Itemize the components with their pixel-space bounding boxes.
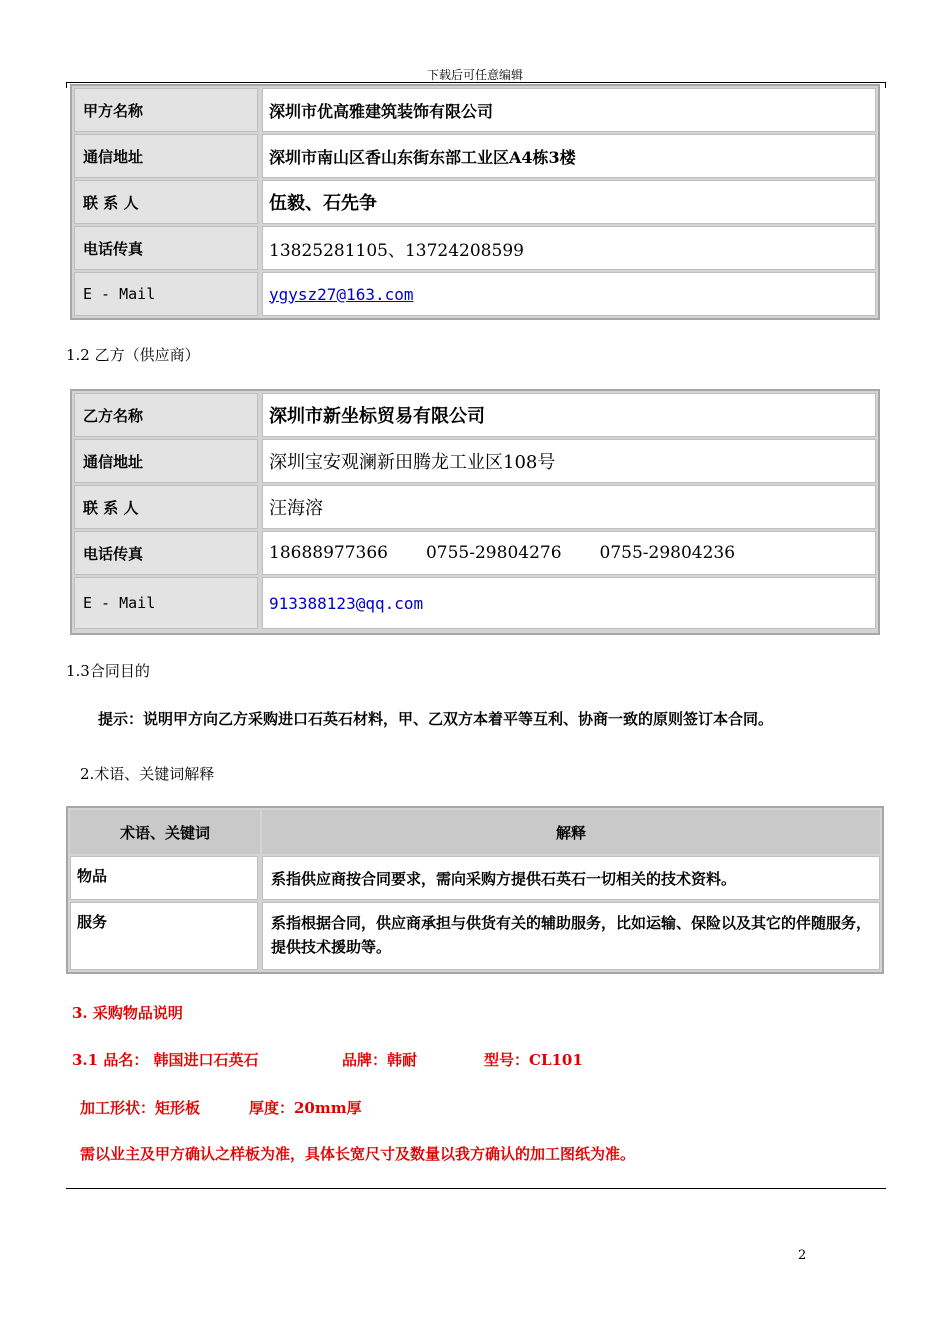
party-a-name-value: 深圳市优高雅建筑装饰有限公司 [262,88,876,132]
section-3-1-model: 型号：CL101 [484,1051,583,1069]
party-a-name-label: 甲方名称 [74,88,258,132]
page-header: 下载后可任意编辑 [426,68,523,82]
party-b-phone-3: 0755-29804236 [599,543,736,563]
section-1-2-title: 1.2 乙方（供应商） [66,346,200,364]
party-b-table [70,389,880,635]
footer-rule [66,1188,886,1189]
section-2-title: 2.术语、关键词解释 [80,765,215,783]
party-a-address-value: 深圳市南山区香山东街东部工业区A4栋3楼 [262,134,876,178]
party-b-address-label: 通信地址 [74,439,258,483]
party-b-phone-label: 电话传真 [74,531,258,575]
party-a-row-email [74,272,876,316]
party-b-row-name [74,393,876,437]
terms-row-term: 物品 [70,856,258,900]
party-b-phone-value [262,531,876,575]
party-a-address-label: 通信地址 [74,134,258,178]
party-a-phone-label: 电话传真 [74,226,258,270]
terms-header-explanation: 解释 [262,810,880,854]
party-b-phone-2: 0755-29804276 [425,543,562,563]
party-a-row-address [74,134,876,178]
terms-row [70,902,880,970]
section-3-title: 3. 采购物品说明 [72,1004,183,1022]
party-b-row-address [74,439,876,483]
party-b-email-label: E - Mail [74,577,258,629]
section-1-3-title: 1.3合同目的 [66,662,150,680]
party-a-email-link[interactable]: ygysz27@163.com [262,272,876,316]
terms-header-term: 术语、关键词 [70,810,260,854]
party-b-name-label: 乙方名称 [74,393,258,437]
party-a-row-contact [74,180,876,224]
terms-row-desc: 系指根据合同，供应商承担与供货有关的辅助服务，比如运输、保险以及其它的伴随服务，提供技术援助等。 [262,902,880,970]
party-b-row-email [74,577,876,629]
party-b-row-contact [74,485,876,529]
party-a-row-phone [74,226,876,270]
section-3-1-brand: 品牌：韩耐 [342,1051,418,1069]
section-3-thickness: 厚度：20mm厚 [249,1099,362,1117]
header-rule-tick-right [885,82,886,88]
section-1-3-hint: 提示：说明甲方向乙方采购进口石英石材料，甲、乙双方本着平等互利、协商一致的原则签订本合同。 [98,710,774,728]
terms-row [70,856,880,900]
header-rule-tick-left [66,82,67,88]
terms-row-term: 服务 [70,902,258,970]
party-a-email-label: E - Mail [74,272,258,316]
party-b-contact-value: 汪海溶 [262,485,876,529]
header-rule [66,82,886,83]
section-3-1-product-name: 3.1 品名： 韩国进口石英石 [72,1051,259,1069]
party-b-contact-label: 联 系 人 [74,485,258,529]
party-b-row-phone [74,531,876,575]
party-b-email-link[interactable]: 913388123@qq.com [262,577,876,629]
terms-table [66,806,884,974]
party-b-name-value: 深圳市新坐标贸易有限公司 [262,393,876,437]
party-a-table [70,84,880,320]
party-a-phone-value: 13825281105、13724208599 [262,226,876,270]
section-3-note: 需以业主及甲方确认之样板为准，具体长宽尺寸及数量以我方确认的加工图纸为准。 [80,1145,636,1163]
terms-header-row [70,810,880,854]
terms-row-desc: 系指供应商按合同要求，需向采购方提供石英石一切相关的技术资料。 [262,856,880,900]
party-a-contact-label: 联 系 人 [74,180,258,224]
page-number: 2 [798,1248,807,1263]
party-a-contact-value: 伍毅、石先争 [262,180,876,224]
section-3-shape: 加工形状：矩形板 [80,1099,201,1117]
party-b-phone-1: 18688977366 [269,543,388,563]
party-a-row-name [74,88,876,132]
party-b-address-value: 深圳宝安观澜新田腾龙工业区108号 [262,439,876,483]
